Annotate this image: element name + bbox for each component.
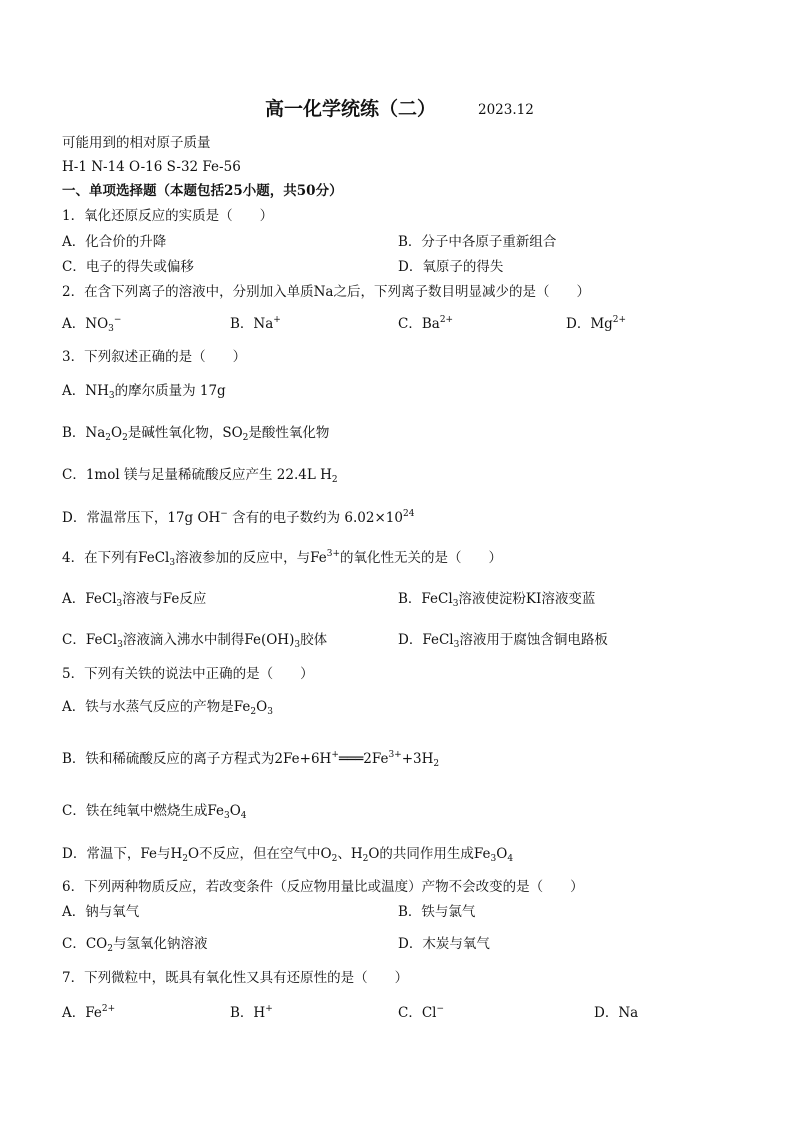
exam-date: 2023.12 — [478, 102, 534, 118]
question-2-option-a: A．$NO_3^-$ — [62, 315, 122, 334]
question-1-option-c: C．电子的得失或偏移 — [62, 259, 194, 275]
question-2-option-b: B．Na+ — [230, 315, 281, 332]
question-4-option-c: C．FeCl$_3$溶液滴入沸水中制得$Fe(OH)_3$胶体 — [62, 632, 328, 650]
question-1-option-b: B．分子中各原子重新组合 — [398, 234, 557, 250]
question-7-option-b: B．H+ — [230, 1004, 273, 1021]
question-6-option-c: C．$CO_2$与氢氧化钠溶液 — [62, 936, 208, 954]
section-title: 一、单项选择题（本题包括25小题，共50分） — [62, 183, 343, 199]
question-4-stem: 4．在下列有FeCl$_3$溶液参加的反应中，与$Fe^{3+}$的氧化性无关的是（ ） — [62, 549, 502, 568]
question-6-option-b: B．铁与氯气 — [398, 904, 476, 920]
question-3-option-b: B．$Na_2O_2$是碱性氧化物，$SO_2$是酸性氧化物 — [62, 425, 330, 443]
question-1-stem: 1．氧化还原反应的实质是（ ） — [62, 208, 274, 224]
question-5-stem: 5．下列有关铁的说法中正确的是（ ） — [62, 666, 314, 682]
question-2-option-d: D．$Mg^{2+}$ — [566, 315, 627, 332]
question-5-option-c: C．铁在纯氧中燃烧生成$Fe_3O_4$ — [62, 803, 247, 821]
question-3-option-d: D．常温常压下，17g OH− 含有的电子数约为 $6.02\times 10^{24}$ — [62, 509, 415, 526]
question-2-option-c: C．$Ba^{2+}$ — [398, 315, 454, 332]
question-6-option-d: D．木炭与氧气 — [398, 936, 490, 952]
question-5-option-a: A．铁与水蒸气反应的产物是$Fe_2O_3$ — [62, 699, 273, 717]
question-3-stem: 3．下列叙述正确的是（ ） — [62, 349, 247, 365]
question-7-option-c: C．Cl− — [398, 1004, 445, 1021]
question-1-option-d: D．氧原子的得失 — [398, 259, 504, 275]
atomic-mass-label: 可能用到的相对原子质量 — [62, 135, 211, 151]
question-3-option-a: A．$NH_3$的摩尔质量为 17g — [62, 383, 226, 401]
question-3-option-c: C．1mol 镁与足量稀硫酸反应产生 22.4L $H_2$ — [62, 467, 338, 485]
question-7-option-d: D．Na — [594, 1005, 639, 1021]
question-6-stem: 6．下列两种物质反应，若改变条件（反应物用量比或温度）产物不会改变的是（ ） — [62, 879, 584, 895]
question-7-stem: 7．下列微粒中，既具有氧化性又具有还原性的是（ ） — [62, 970, 409, 986]
question-2-stem: 2．在含下列离子的溶液中，分别加入单质Na之后，下列离子数目明显减少的是（ ） — [62, 284, 590, 300]
question-6-option-a: A．钠与氧气 — [62, 904, 140, 920]
page-title: 高一化学统练（二） — [265, 98, 437, 120]
question-7-option-a: A．$Fe^{2+}$ — [62, 1004, 116, 1021]
question-4-option-d: D．FeCl$_3$溶液用于腐蚀含铜电路板 — [398, 632, 608, 650]
atomic-mass-values: H-1 N-14 O-16 S-32 Fe-56 — [62, 159, 241, 175]
question-5-option-b: B．铁和稀硫酸反应的离子方程式为$2Fe+6H^+═══2Fe^{3+}+3H_2$ — [62, 750, 440, 769]
question-4-option-a: A．FeCl$_3$溶液与Fe反应 — [62, 591, 207, 609]
question-4-option-b: B．FeCl$_3$溶液使淀粉KI溶液变蓝 — [398, 591, 596, 609]
question-1-option-a: A．化合价的升降 — [62, 234, 167, 250]
question-5-option-d: D．常温下，Fe与$H_2O$不反应，但在空气中$O_2$、$H_2O$的共同作用生成$Fe_3O_4$ — [62, 846, 514, 864]
